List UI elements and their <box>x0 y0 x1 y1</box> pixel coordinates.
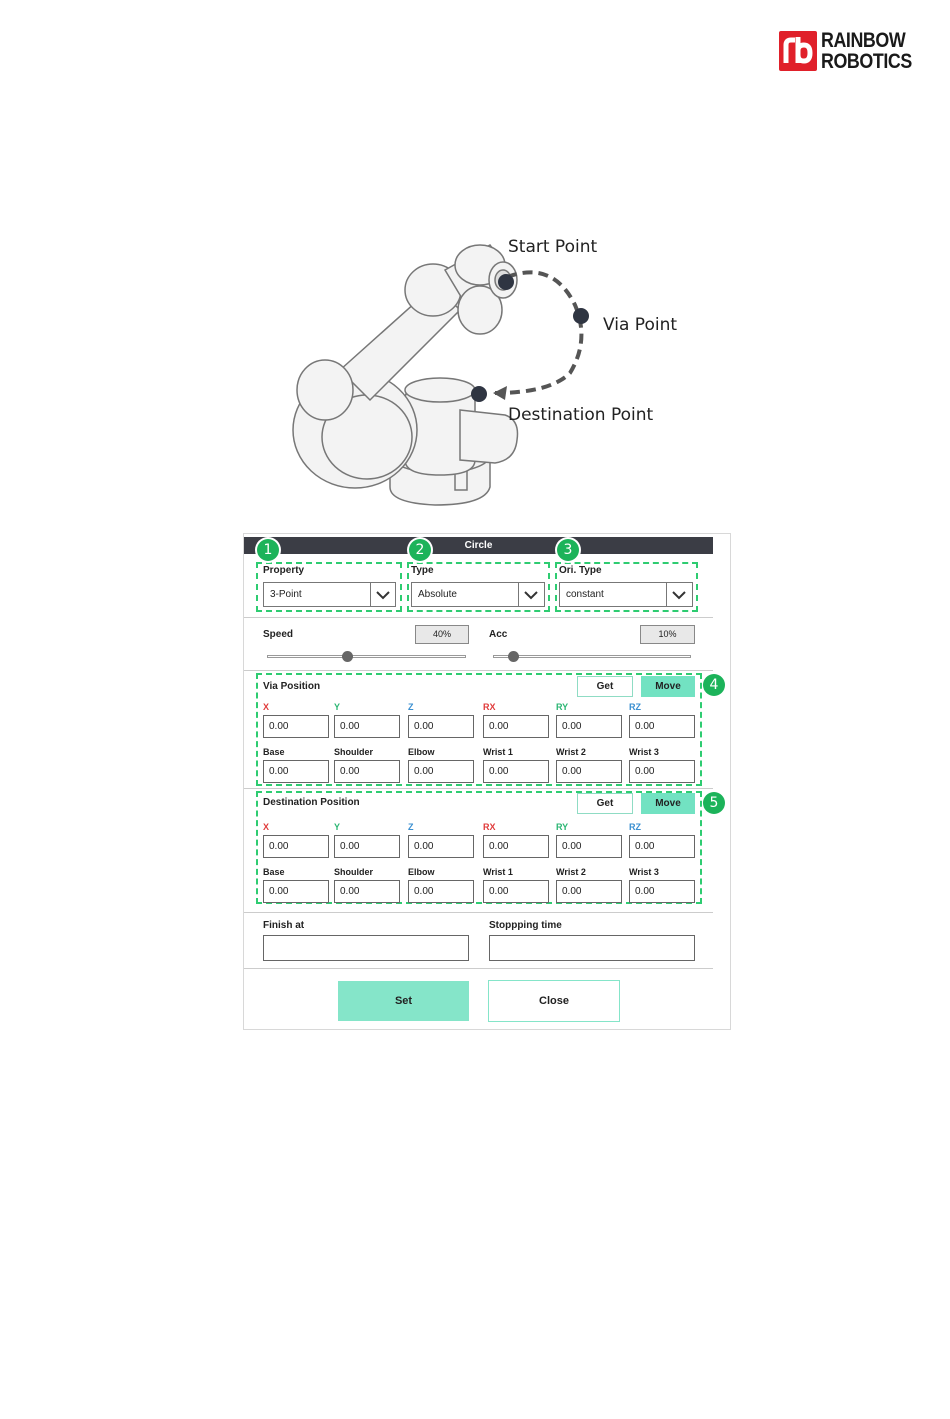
destination-joint-label: Shoulder <box>334 867 374 877</box>
finish-at-label: Finish at <box>263 920 305 931</box>
destination-joint-input[interactable]: 0.00 <box>483 880 549 903</box>
chevron-down-icon <box>522 586 540 604</box>
destination-joint-input[interactable]: 0.00 <box>263 880 329 903</box>
via-axis-input[interactable]: 0.00 <box>629 715 695 738</box>
marker-1: 1 <box>257 539 279 561</box>
property-label: Property <box>263 565 305 576</box>
via-axis-label: RZ <box>629 702 641 712</box>
via-joint-label: Base <box>263 747 285 757</box>
chevron-down-icon <box>374 586 392 604</box>
via-axis-input[interactable]: 0.00 <box>334 715 400 738</box>
set-button[interactable]: Set <box>338 981 469 1021</box>
via-joint-input[interactable]: 0.00 <box>629 760 695 783</box>
destination-joint-label: Base <box>263 867 285 877</box>
destination-position-title: Destination Position <box>263 797 360 808</box>
destination-joint-input[interactable]: 0.00 <box>556 880 622 903</box>
destination-axis-input[interactable]: 0.00 <box>408 835 474 858</box>
acc-slider-track[interactable] <box>493 655 691 658</box>
chevron-down-icon <box>670 586 688 604</box>
destination-joint-label: Wrist 2 <box>556 867 586 877</box>
robot-arm-illustration <box>285 225 685 525</box>
destination-axis-label: X <box>263 822 270 832</box>
type-select-value: Absolute <box>418 589 457 600</box>
divider <box>244 912 713 913</box>
via-axis-label: Z <box>408 702 414 712</box>
via-joint-label: Wrist 2 <box>556 747 586 757</box>
divider <box>244 670 713 671</box>
type-label: Type <box>411 565 434 576</box>
destination-move-button[interactable]: Move <box>641 793 695 814</box>
divider <box>244 617 713 618</box>
destination-joint-input[interactable]: 0.00 <box>629 880 695 903</box>
stopping-time-label: Stoppping time <box>489 920 562 931</box>
via-axis-input[interactable]: 0.00 <box>263 715 329 738</box>
rainbow-robotics-logo-text: RAINBOW ROBOTICS <box>821 29 912 73</box>
via-joint-input[interactable]: 0.00 <box>263 760 329 783</box>
destination-axis-label: RY <box>556 822 569 832</box>
via-get-button[interactable]: Get <box>577 676 633 697</box>
type-select[interactable] <box>411 582 545 607</box>
destination-joint-input[interactable]: 0.00 <box>334 880 400 903</box>
property-select[interactable] <box>263 582 396 607</box>
destination-joint-label: Elbow <box>408 867 435 877</box>
ori-type-select-value: constant <box>566 589 604 600</box>
property-select-value: 3-Point <box>270 589 302 600</box>
marker-4: 4 <box>703 674 725 696</box>
via-joint-input[interactable]: 0.00 <box>483 760 549 783</box>
via-joint-label: Shoulder <box>334 747 374 757</box>
ori-type-select[interactable] <box>559 582 693 607</box>
via-axis-label: RX <box>483 702 496 712</box>
destination-axis-label: RZ <box>629 822 641 832</box>
via-position-title: Via Position <box>263 681 321 692</box>
close-button[interactable]: Close <box>488 980 620 1022</box>
rainbow-robotics-logo-mark <box>779 31 817 71</box>
via-move-button[interactable]: Move <box>641 676 695 697</box>
destination-axis-label: Z <box>408 822 414 832</box>
via-axis-input[interactable]: 0.00 <box>556 715 622 738</box>
via-joint-input[interactable]: 0.00 <box>408 760 474 783</box>
marker-3: 3 <box>557 539 579 561</box>
destination-point-label: Destination Point <box>508 405 654 425</box>
acc-slider-handle[interactable] <box>508 651 519 662</box>
via-joint-label: Wrist 3 <box>629 747 659 757</box>
divider <box>244 968 713 969</box>
speed-label: Speed <box>263 629 294 640</box>
via-joint-input[interactable]: 0.00 <box>334 760 400 783</box>
speed-slider-track[interactable] <box>267 655 466 658</box>
destination-axis-input[interactable]: 0.00 <box>629 835 695 858</box>
via-axis-label: X <box>263 702 270 712</box>
via-axis-label: RY <box>556 702 569 712</box>
destination-axis-label: RX <box>483 822 496 832</box>
destination-joint-input[interactable]: 0.00 <box>408 880 474 903</box>
divider <box>244 788 713 789</box>
destination-joint-label: Wrist 1 <box>483 867 513 877</box>
speed-slider-handle[interactable] <box>342 651 353 662</box>
via-point-label: Via Point <box>603 315 678 335</box>
via-axis-input[interactable]: 0.00 <box>483 715 549 738</box>
finish-at-input[interactable] <box>263 935 469 961</box>
via-joint-label: Elbow <box>408 747 435 757</box>
destination-get-button[interactable]: Get <box>577 793 633 814</box>
via-axis-label: Y <box>334 702 341 712</box>
via-axis-input[interactable]: 0.00 <box>408 715 474 738</box>
stopping-time-input[interactable] <box>489 935 695 961</box>
acc-value: 10% <box>640 625 695 644</box>
start-point-label: Start Point <box>508 237 598 257</box>
via-joint-input[interactable]: 0.00 <box>556 760 622 783</box>
marker-2: 2 <box>409 539 431 561</box>
destination-axis-input[interactable]: 0.00 <box>556 835 622 858</box>
destination-axis-input[interactable]: 0.00 <box>334 835 400 858</box>
dialog-title: Circle <box>244 537 713 554</box>
ori-type-label: Ori. Type <box>559 565 602 576</box>
destination-axis-label: Y <box>334 822 341 832</box>
via-joint-label: Wrist 1 <box>483 747 513 757</box>
marker-5: 5 <box>703 792 725 814</box>
destination-joint-label: Wrist 3 <box>629 867 659 877</box>
destination-axis-input[interactable]: 0.00 <box>483 835 549 858</box>
speed-value: 40% <box>415 625 469 644</box>
acc-label: Acc <box>489 629 508 640</box>
destination-axis-input[interactable]: 0.00 <box>263 835 329 858</box>
